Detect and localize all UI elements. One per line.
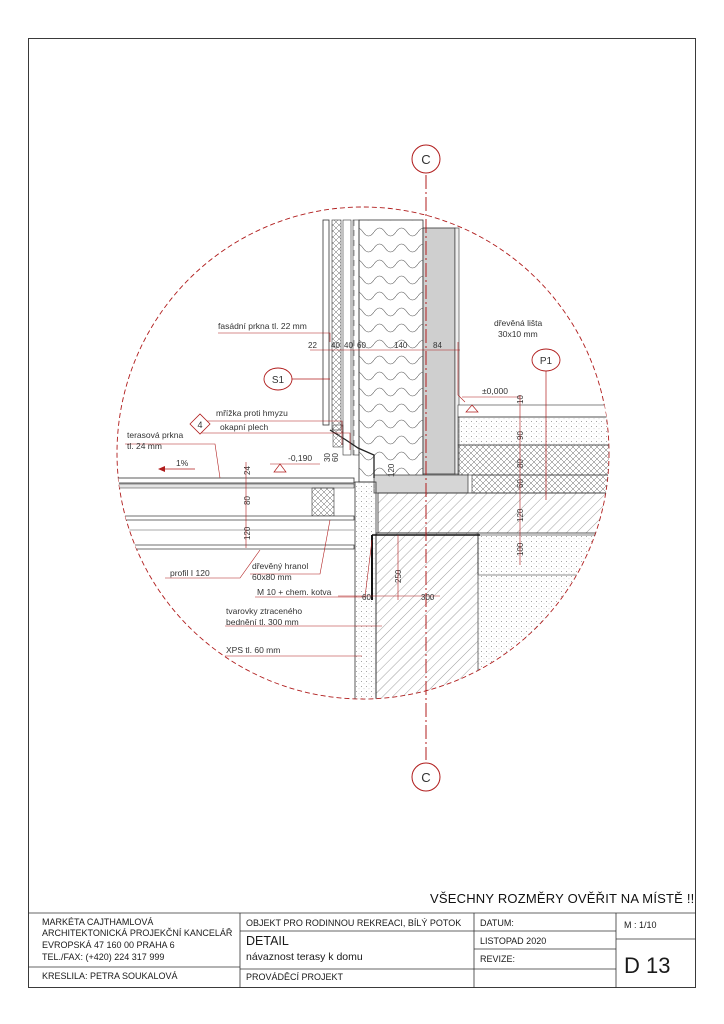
label-timber-beam-size: 60x80 mm (252, 572, 292, 582)
address: EVROPSKÁ 47 160 00 PRAHA 6 (42, 940, 175, 950)
dim-60: 60 (357, 341, 366, 350)
axis-label-bottom: C (421, 770, 431, 785)
dim-h300: 300 (421, 593, 435, 602)
label-flashing: okapní plech (220, 422, 269, 432)
dim-v90: 90 (516, 431, 525, 440)
screed-layer (458, 417, 618, 445)
project-name: OBJEKT PRO RODINNOU REKREACI, BÍLÝ POTOK (246, 918, 462, 928)
dim-v100: 100 (516, 542, 525, 556)
label-level-minus: -0,190 (288, 453, 313, 463)
drawing-type: DETAIL (246, 934, 289, 948)
scale: M : 1/10 (624, 920, 657, 930)
dim-v80b: 80 (516, 459, 525, 468)
slab-insulation (472, 475, 618, 493)
battens (332, 220, 341, 430)
dim-v24: 24 (243, 466, 252, 475)
wind-barrier (343, 220, 351, 455)
label-anchor: M 10 + chem. kotva (257, 587, 332, 597)
dim-v10: 10 (516, 395, 525, 404)
floor-insulation (458, 445, 618, 475)
label-xps: XPS tl. 60 mm (226, 645, 281, 655)
detail-ref-number: 4 (197, 420, 203, 430)
dim-v250: 250 (394, 569, 403, 583)
revision-label: REVIZE: (480, 954, 516, 964)
dim-h60: 60 (362, 593, 371, 602)
tag-p1-label: P1 (539, 356, 553, 367)
title-block (28, 913, 696, 988)
drawing-name: návaznost terasy k domu (246, 951, 363, 963)
inner-wall-layer (423, 228, 455, 474)
label-terrace-boards: terasová prkna (127, 430, 184, 440)
phone: TEL./FAX: (+420) 224 317 999 (42, 952, 165, 962)
date-value: LISTOPAD 2020 (480, 936, 547, 946)
concrete-slab (378, 493, 618, 533)
label-formwork-thickness: bednění tl. 300 mm (226, 617, 299, 627)
dim-v120: 120 (243, 526, 252, 540)
office: ARCHITEKTONICKÁ PROJEKČNÍ KANCELÁŘ (42, 928, 233, 938)
dim-v120c: 120 (516, 508, 525, 522)
facade-board (323, 220, 329, 425)
label-wood-strip: dřevěná lišta (494, 318, 543, 328)
author: MARKÉTA CAJTHAMLOVÁ (42, 917, 154, 927)
steel-profile-top (118, 516, 354, 520)
label-terrace-thickness: tl. 24 mm (127, 441, 162, 451)
label-timber-beam: dřevěný hranol (252, 561, 309, 571)
verify-note: VŠECHNY ROZMĚRY OVĚŘIT NA MÍSTĚ !! (430, 891, 695, 906)
drawn-by: KRESLILA: PETRA SOUKALOVÁ (42, 971, 178, 981)
dim-v60: 60 (331, 453, 340, 462)
dim-40a: 40 (331, 341, 340, 350)
dim-140: 140 (394, 341, 408, 350)
tag-s1-label: S1 (271, 375, 285, 386)
gravel-bed (478, 535, 618, 575)
dim-v60b: 60 (516, 479, 525, 488)
terrace-boards (118, 478, 354, 483)
dim-v80: 80 (243, 496, 252, 505)
dim-40b: 40 (344, 341, 353, 350)
label-formwork-blocks: tvarovky ztraceného (226, 606, 303, 616)
dim-22: 22 (308, 341, 317, 350)
date-label: DATUM: (480, 918, 514, 928)
construction-section (118, 220, 618, 725)
label-steel-profile: profil I 120 (170, 568, 210, 578)
floor-finish (458, 405, 618, 417)
label-slope: 1% (176, 458, 189, 468)
label-facade-boards: fasádní prkna tl. 22 mm (218, 321, 307, 331)
dim-v30: 30 (323, 453, 332, 462)
steel-profile-bottom (118, 545, 354, 549)
dim-84: 84 (433, 341, 442, 350)
dim-v120b: 120 (387, 463, 396, 477)
axis-label-top: C (421, 152, 431, 167)
sheet-number: D 13 (624, 953, 671, 978)
insect-mesh (333, 425, 343, 447)
wall-insulation (359, 220, 423, 482)
foundation-formwork-blocks (376, 533, 478, 723)
xps-insulation (355, 482, 376, 722)
label-level-zero: ±0,000 (482, 386, 508, 396)
timber-beam (312, 488, 334, 516)
subsoil (478, 575, 618, 725)
project-phase: PROVÁDĚCÍ PROJEKT (246, 972, 344, 982)
label-wood-strip-size: 30x10 mm (498, 329, 538, 339)
label-insect-mesh: mřížka proti hmyzu (216, 408, 288, 418)
boarding (353, 220, 359, 455)
